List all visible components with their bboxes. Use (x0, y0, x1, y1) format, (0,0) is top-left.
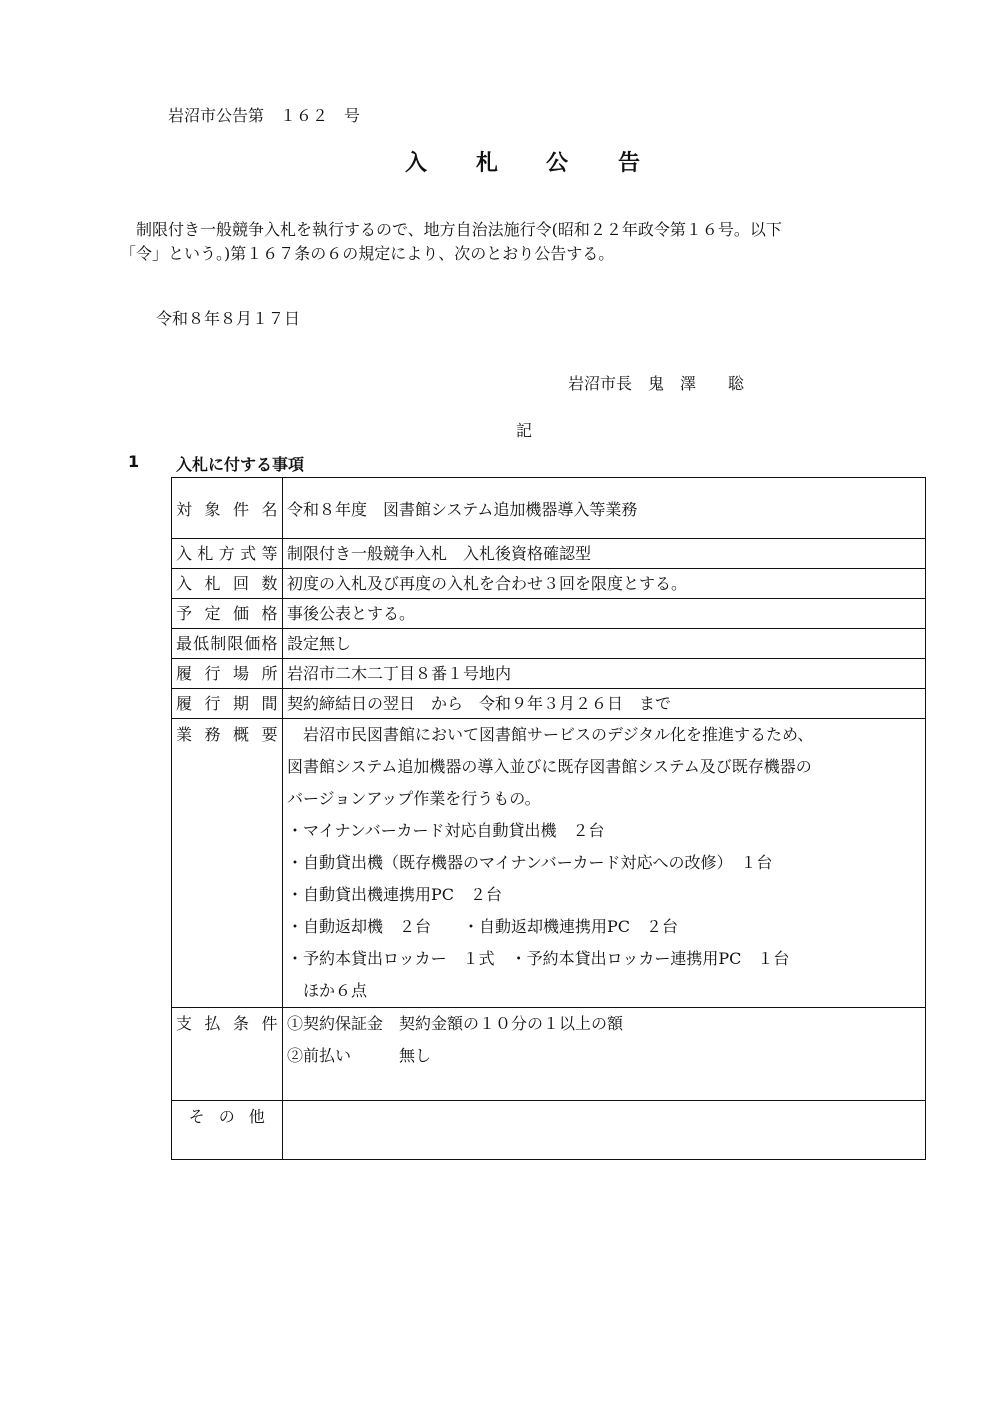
table-row (172, 539, 926, 569)
label-char: 回 (232, 574, 250, 593)
label-char: 条 (232, 1014, 250, 1033)
label-char: 低 (193, 634, 210, 653)
intro-line: 「令」という。)第１６７条の６の規定により、次のとおり公告する。 (120, 244, 615, 263)
label-char: 定 (204, 604, 221, 623)
label-char: 札 (204, 574, 221, 593)
table-row (172, 1008, 926, 1101)
row-label (172, 719, 283, 1008)
rounds-value: 初度の入札及び再度の入札を合わせ３回を限度とする。 (283, 569, 926, 599)
label-char: 格 (261, 604, 278, 623)
table-row (172, 719, 926, 1008)
intro-line: 制限付き一般競争入札を執行するので、地方自治法施行令(昭和２２年政令第１６号。以下 (120, 220, 782, 239)
title-char: 入 (405, 150, 430, 176)
method-value: 制限付き一般競争入札 入札後資格確認型 (283, 539, 926, 569)
label-char: 最 (176, 634, 193, 653)
label-char: 象 (204, 499, 221, 519)
intro-paragraph (120, 218, 782, 266)
row-label (172, 569, 283, 599)
label-char: 格 (261, 634, 278, 653)
overview-line: ・マイナンバーカード対応自動貸出機 ２台 (287, 821, 605, 840)
label-char: 払 (204, 1014, 221, 1033)
overview-line: ・自動貸出機（既存機器のマイナンバーカード対応への改修） １台 (287, 853, 773, 872)
period-value: 契約締結日の翌日 から 令和９年３月２６日 まで (283, 689, 926, 719)
label-char: 式 (240, 544, 257, 563)
row-label (172, 689, 283, 719)
row-label (172, 478, 283, 539)
label-char: 件 (261, 1014, 278, 1033)
table-row (172, 569, 926, 599)
table-row (172, 689, 926, 719)
label-char: 他 (248, 1107, 266, 1126)
row-label (172, 1101, 283, 1160)
table-row (172, 599, 926, 629)
payment-line: ①契約保証金 契約金額の１０分の１以上の額 (287, 1014, 624, 1033)
section-title: 入札に付する事項 (176, 455, 305, 474)
label-char: 予 (176, 604, 193, 623)
label-char: 支 (176, 1014, 193, 1033)
label-char: 名 (261, 499, 278, 519)
row-label (172, 659, 283, 689)
label-char: 等 (261, 544, 278, 563)
overview-line: ・予約本貸出ロッカー １式 ・予約本貸出ロッカー連携用PC １台 (287, 949, 790, 968)
label-char: そ (188, 1107, 206, 1126)
payment-value (283, 1008, 926, 1101)
title-char: 札 (476, 150, 501, 176)
label-char: 方 (218, 544, 236, 563)
row-label (172, 599, 283, 629)
label-char: 件 (232, 499, 250, 519)
overview-line: ・自動貸出機連携用PC ２台 (287, 885, 503, 904)
subject-value: 令和８年度 図書館システム追加機器導入等業務 (283, 478, 926, 539)
label-char: 期 (232, 694, 250, 713)
label-char: 限 (227, 634, 244, 653)
other-value (283, 1101, 926, 1160)
overview-line: バージョンアップ作業を行うもの。 (287, 789, 541, 808)
label-char: 制 (210, 634, 227, 653)
label-char: 行 (204, 664, 221, 683)
label-char: 概 (232, 725, 250, 744)
table-row (172, 629, 926, 659)
label-char: 行 (204, 694, 221, 713)
label-char: 間 (261, 694, 278, 713)
overview-line: ほか６点 (287, 981, 368, 1000)
title-char: 告 (618, 150, 643, 176)
table-row (172, 478, 926, 539)
row-label (172, 539, 283, 569)
overview-line: ・自動返却機 ２台 ・自動返却機連携用PC ２台 (287, 917, 679, 936)
price-value: 事後公表とする。 (283, 599, 926, 629)
notice-number: 岩沼市公告第 １６２ 号 (168, 106, 361, 125)
label-char: 入 (176, 544, 193, 563)
label-char: 履 (176, 694, 193, 713)
label-char: 価 (232, 604, 250, 623)
overview-value (283, 719, 926, 1008)
section-number: 1 (128, 452, 140, 471)
label-char: 業 (176, 725, 193, 744)
place-value: 岩沼市二木二丁目８番１号地内 (283, 659, 926, 689)
min-price-value: 設定無し (283, 629, 926, 659)
table-row (172, 659, 926, 689)
ki-heading: 記 (516, 421, 533, 440)
notice-date: 令和８年８月１７日 (156, 309, 301, 328)
row-label (172, 1008, 283, 1101)
title-char: 公 (546, 150, 571, 176)
label-char: 場 (232, 664, 250, 683)
overview-line: 図書館システム追加機器の導入並びに既存図書館システム及び既存機器の (287, 757, 812, 776)
label-char: 対 (176, 499, 193, 519)
bid-items-table (171, 477, 926, 1160)
label-char: 所 (261, 664, 278, 683)
label-char: 入 (176, 574, 193, 593)
table-row (172, 1101, 926, 1160)
label-char: の (218, 1107, 236, 1126)
mayor-signature: 岩沼市長 鬼 澤 聡 (568, 374, 745, 393)
overview-line: 岩沼市民図書館において図書館サービスのデジタル化を推進するため、 (287, 725, 814, 744)
label-char: 履 (176, 664, 193, 683)
label-char: 要 (261, 725, 278, 744)
label-char: 務 (204, 725, 221, 744)
label-char: 数 (261, 574, 278, 593)
label-char: 価 (244, 634, 261, 653)
row-label (172, 629, 283, 659)
label-char: 札 (197, 544, 214, 563)
payment-line: ②前払い 無し (287, 1046, 432, 1065)
